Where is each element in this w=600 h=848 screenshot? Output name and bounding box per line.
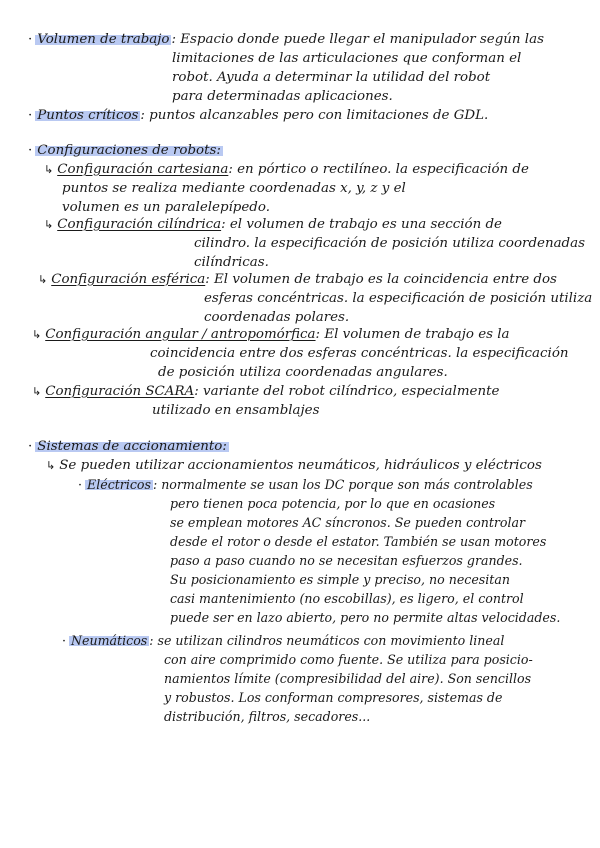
neumaticos-line-5: distribución, filtros, secadores... [164,709,371,724]
esferica-term: Configuración esférica [51,272,206,287]
cilindrica-line-3: cilíndricas. [194,255,269,270]
bullet-dot: · [28,108,33,123]
cilindrica-line-2: cilindro. la especificación de posición utiliza coordenadas [194,236,585,251]
volumen-line-4: para determinadas aplicaciones. [172,89,393,104]
scara-text: : variante del robot cilíndrico, especialmente [194,384,500,399]
puntos-term: Puntos críticos [37,108,139,123]
scara-line-1 [32,384,499,400]
esferica-text: : El volumen de trabajo es la coincidencia entre dos [205,272,557,287]
electricos-line-3: se emplean motores AC síncronos. Se pueden controlar [170,515,526,530]
cilindrica-term: Configuración cilíndrica [57,217,222,232]
esferica-line-1 [38,272,557,288]
electricos-line-6: Su posicionamiento es simple y preciso, no necesitan [170,572,510,587]
bullet-dot: · [28,143,33,158]
bullet-dot: · [62,633,67,648]
sistemas-intro [46,458,542,474]
puntos-text: : puntos alcanzables pero con limitaciones de GDL. [140,108,489,123]
bullet-dot: · [28,32,33,47]
electricos-line-5: paso a paso cuando no se necesitan esfuerzos grandes. [170,553,523,568]
arrow-icon: ↳ [38,273,48,286]
arrow-icon: ↳ [44,218,54,231]
cartesiana-text: : en pórtico o rectilíneo. la especificación de [228,162,529,177]
neumaticos-line-1 [62,633,504,649]
cartesiana-line-1 [44,162,529,178]
puntos-line [28,108,488,124]
neumaticos-line-4: y robustos. Los conforman compresores, sistemas de [164,690,503,705]
angular-line-2: coincidencia entre dos esferas concéntricas. la especificación [150,346,569,361]
neumaticos-line-3: namientos límite (compresibilidad del aire). Son sencillos [164,671,532,686]
electricos-line-8: puede ser en lazo abierto, pero no permite altas velocidades. [170,610,561,625]
cilindrica-text: : el volumen de trabajo es una sección de [221,217,502,232]
scara-line-2: utilizado en ensamblajes [152,403,320,418]
bullet-dot: · [28,439,33,454]
electricos-line-7: casi mantenimiento (no escobillas), es ligero, el control [170,591,524,606]
sistemas-heading: Sistemas de accionamiento: [37,439,227,454]
angular-text: : El volumen de trabajo es la [315,327,510,342]
scara-term: Configuración SCARA [45,384,195,399]
volumen-line-3: robot. Ayuda a determinar la utilidad del robot [172,70,491,85]
esferica-line-2: esferas concéntricas. la especificación de posición utiliza [204,291,593,306]
sistemas-intro-text: Se pueden utilizar accionamientos neumáticos, hidráulicos y eléctricos [59,458,542,473]
arrow-icon: ↳ [44,163,54,176]
sistemas-heading-line [28,439,229,455]
bullet-dot: · [78,477,83,492]
config-heading-line [28,143,223,159]
volumen-line-2: limitaciones de las articulaciones que conforman el [172,51,522,66]
neumaticos-text: : se utilizan cilindros neumáticos con movimiento lineal [149,633,505,648]
neumaticos-line-2: con aire comprimido como fuente. Se utiliza para posicio- [164,652,533,667]
neumaticos-term: Neumáticos [71,633,148,648]
electricos-line-2: pero tienen poca potencia, por lo que en ocasiones [170,496,496,511]
electricos-text: : normalmente se usan los DC porque son más controlables [152,477,533,492]
electricos-term: Eléctricos [87,477,151,492]
arrow-icon: ↳ [32,385,42,398]
volumen-text: : Espacio donde puede llegar el manipulador según las [171,32,544,47]
volumen-term: Volumen de trabajo [37,32,170,47]
electricos-line-1 [78,477,533,493]
cartesiana-line-3: volumen es un paralelepípedo. [62,200,270,215]
cilindrica-line-1 [44,217,502,233]
volumen-line-1 [28,32,544,48]
cartesiana-term: Configuración cartesiana [57,162,229,177]
arrow-icon: ↳ [46,459,56,472]
electricos-line-4: desde el rotor o desde el estator. También se usan motores [170,534,547,549]
cartesiana-line-2: puntos se realiza mediante coordenadas x, y, z y el [62,181,406,196]
arrow-icon: ↳ [32,328,42,341]
angular-line-1 [32,327,510,343]
esferica-line-3: coordenadas polares. [204,310,350,325]
angular-line-3: de posición utiliza coordenadas angulares. [158,365,448,380]
config-heading: Configuraciones de robots: [37,143,221,158]
angular-term: Configuración angular / antropomórfica [45,327,316,342]
